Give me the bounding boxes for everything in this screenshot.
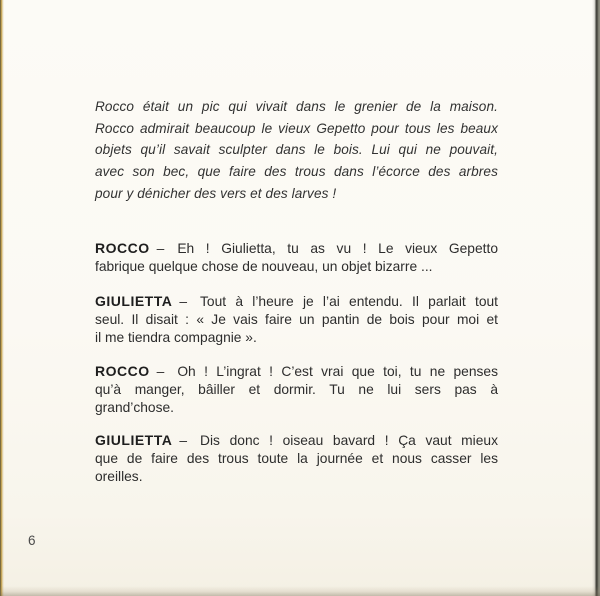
dialog-paragraph — [95, 239, 498, 276]
dialogue-dash: – — [179, 294, 188, 309]
dialogue-text-line: grand’chose. — [95, 400, 175, 416]
speaker-name: ROCCO — [95, 240, 150, 256]
intro-line: objets qu’il savait sculpter dans le bois. Lui qui ne pouvait, — [95, 142, 498, 158]
dialogue-text: Tout à l’heure je l’ai entendu. Il parlait tout — [200, 294, 498, 309]
dialogue-text-line: que de faire des trous toute la journée et nous casser les — [95, 451, 498, 467]
dialog-paragraph — [95, 362, 498, 418]
dialogue-dash: – — [156, 364, 165, 379]
dialogue-text: Eh ! Giulietta, tu as vu ! Le vieux Gepetto — [177, 241, 498, 256]
intro-line: pour y dénicher des vers et des larves ! — [95, 185, 337, 201]
page-edge-left — [0, 0, 4, 596]
dialog-first-line — [95, 292, 498, 311]
intro-line: Rocco admirait beaucoup le vieux Gepetto pour tous les beaux — [95, 120, 498, 136]
dialogue-text-line: seul. Il disait : « Je vais faire un pantin de bois pour moi et — [95, 312, 498, 328]
dialogue-text: Oh ! L’ingrat ! C’est vrai que toi, tu ne penses — [177, 364, 498, 379]
intro-line: Rocco était un pic qui vivait dans le grenier de la maison. — [95, 99, 498, 114]
page-edge-right — [592, 0, 600, 596]
dialogue-dash: – — [156, 241, 165, 256]
speaker-name: ROCCO — [95, 363, 150, 379]
intro-line: avec son bec, que faire des trous dans l’écorce des arbres — [95, 164, 498, 180]
dialogue-text-line: qu’à manger, bâiller et dormir. Tu ne lui sers pas à — [95, 382, 498, 398]
dialogue-text-line: il me tiendra compagnie ». — [95, 330, 257, 346]
dialogue-text-line: oreilles. — [95, 469, 143, 485]
speaker-name: GIULIETTA — [95, 293, 173, 309]
dialog-paragraph — [95, 292, 498, 348]
page-edge-bottom — [0, 586, 600, 596]
dialog-first-line — [95, 431, 498, 450]
dialogue-dash: – — [179, 433, 188, 448]
intro-paragraph — [95, 96, 498, 205]
dialogue-text: Dis donc ! oiseau bavard ! Ça vaut mieux — [200, 433, 498, 448]
dialog-first-line — [95, 239, 498, 258]
dialog-first-line — [95, 362, 498, 381]
dialog-paragraph — [95, 431, 498, 487]
dialogue-text-line: fabrique quelque chose de nouveau, un objet bizarre ... — [95, 259, 433, 275]
speaker-name: GIULIETTA — [95, 432, 173, 448]
page-number: 6 — [28, 533, 36, 548]
